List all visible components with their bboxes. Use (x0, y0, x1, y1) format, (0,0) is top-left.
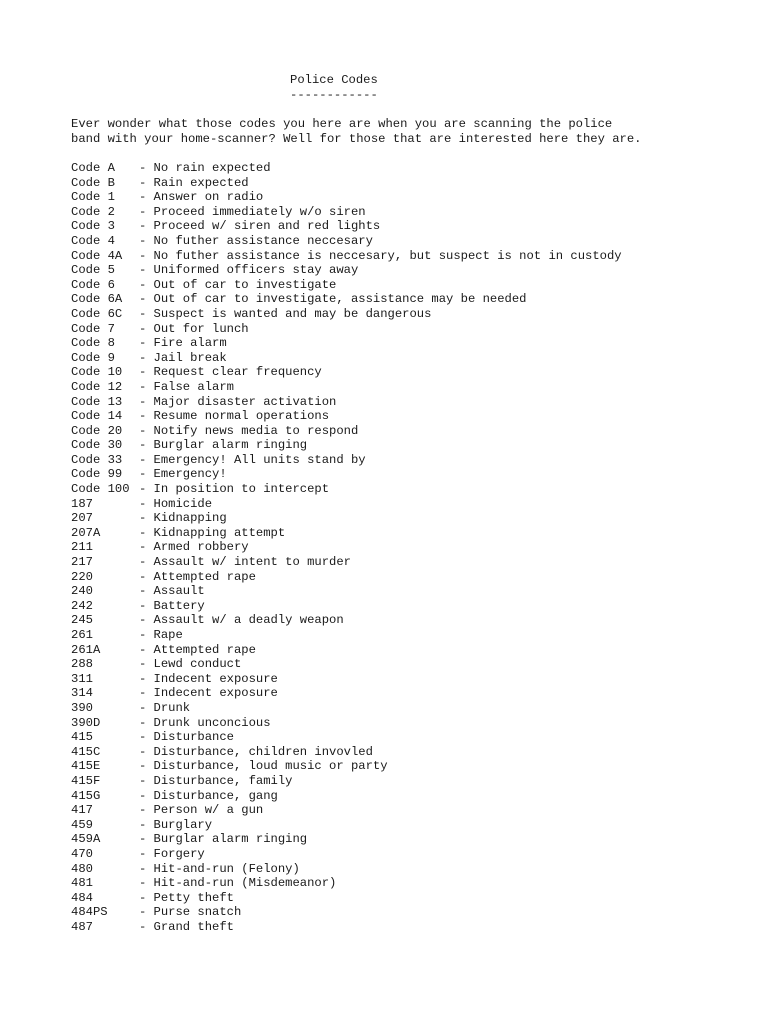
code-separator: - (139, 715, 147, 730)
code-row (71, 730, 622, 745)
code-separator: - (139, 919, 147, 934)
code-row (71, 395, 622, 410)
code-key: Code 1 (71, 190, 115, 205)
code-key: Code B (71, 175, 115, 190)
code-meaning: Indecent exposure (153, 671, 278, 686)
code-meaning: Out for lunch (153, 321, 249, 336)
code-separator: - (139, 350, 147, 365)
code-row (71, 672, 622, 687)
title-block (290, 73, 378, 102)
code-row (71, 497, 622, 512)
code-key: 487 (71, 919, 93, 934)
code-separator: - (139, 584, 147, 599)
code-meaning: Assault w/ a deadly weapon (153, 613, 344, 628)
code-meaning: Fire alarm (153, 336, 227, 351)
code-separator: - (139, 803, 147, 818)
code-meaning: Out of car to investigate (153, 277, 337, 292)
code-row (71, 862, 622, 877)
code-separator: - (139, 467, 147, 482)
code-key: 187 (71, 496, 93, 511)
code-separator: - (139, 657, 147, 672)
code-separator: - (139, 686, 147, 701)
code-key: Code 99 (71, 467, 123, 482)
intro-line: Ever wonder what those codes you here are when you are scanning the police (71, 117, 613, 131)
code-separator: - (139, 773, 147, 788)
code-separator: - (139, 219, 147, 234)
code-meaning: Suspect is wanted and may be dangerous (153, 306, 432, 321)
code-meaning: Disturbance, loud music or party (153, 759, 388, 774)
code-meaning: Answer on radio (153, 190, 264, 205)
code-row (71, 584, 622, 599)
code-meaning: Drunk unconcious (153, 715, 271, 730)
code-row (71, 351, 622, 366)
code-separator: - (139, 190, 147, 205)
code-key: 459 (71, 817, 93, 832)
code-meaning: Burglar alarm ringing (153, 438, 308, 453)
code-meaning: Hit-and-run (Felony) (153, 861, 300, 876)
code-meaning: No futher assistance neccesary (153, 233, 373, 248)
code-row (71, 920, 622, 935)
code-row (71, 803, 622, 818)
code-key: 261A (71, 642, 101, 657)
code-key: Code 7 (71, 321, 115, 336)
code-meaning: Lewd conduct (153, 657, 242, 672)
code-meaning: Kidnapping attempt (153, 525, 286, 540)
code-key: Code 6C (71, 306, 123, 321)
code-meaning: In position to intercept (153, 482, 330, 497)
code-key: 484 (71, 890, 93, 905)
code-meaning: Hit-and-run (Misdemeanor) (153, 876, 337, 891)
code-separator: - (139, 642, 147, 657)
code-key: 459A (71, 832, 101, 847)
code-key: 480 (71, 861, 93, 876)
code-row (71, 657, 622, 672)
code-key: Code 9 (71, 350, 115, 365)
code-row (71, 278, 622, 293)
code-key: 242 (71, 598, 93, 613)
code-separator: - (139, 423, 147, 438)
code-meaning: Emergency! All units stand by (153, 452, 366, 467)
code-meaning: Assault (153, 584, 205, 599)
code-key: Code 12 (71, 379, 123, 394)
code-key: 390 (71, 700, 93, 715)
code-key: Code A (71, 161, 115, 175)
code-separator: - (139, 540, 147, 555)
code-meaning: Petty theft (153, 890, 234, 905)
code-key: 415C (71, 744, 101, 759)
code-separator: - (139, 555, 147, 570)
code-key: Code 10 (71, 365, 123, 380)
code-separator: - (139, 569, 147, 584)
code-meaning: Assault w/ intent to murder (153, 555, 351, 570)
code-meaning: Emergency! (153, 467, 227, 482)
code-separator: - (139, 306, 147, 321)
code-key: 261 (71, 628, 93, 642)
code-meaning: Purse snatch (153, 905, 242, 920)
code-key: 220 (71, 569, 93, 584)
code-key: Code 6 (71, 277, 115, 292)
code-separator: - (139, 525, 147, 540)
code-key: 415 (71, 730, 93, 745)
code-row (71, 555, 622, 570)
code-separator: - (139, 759, 147, 774)
code-key: Code 13 (71, 394, 123, 409)
code-key: 217 (71, 555, 93, 570)
code-row (71, 511, 622, 526)
code-row (71, 365, 622, 380)
code-meaning: Jail break (153, 350, 227, 365)
code-meaning: Kidnapping (153, 511, 227, 526)
code-meaning: Burglar alarm ringing (153, 832, 308, 847)
code-row (71, 891, 622, 906)
code-separator: - (139, 832, 147, 847)
code-meaning: Disturbance (153, 730, 234, 745)
code-row (71, 409, 622, 424)
code-meaning: Major disaster activation (153, 394, 337, 409)
code-separator: - (139, 292, 147, 307)
code-row (71, 322, 622, 337)
code-row (71, 570, 622, 585)
code-separator: - (139, 671, 147, 686)
code-meaning: Notify news media to respond (153, 423, 359, 438)
code-row (71, 701, 622, 716)
code-separator: - (139, 263, 147, 278)
code-meaning: Proceed immediately w/o siren (153, 204, 366, 219)
code-row (71, 745, 622, 760)
code-meaning: Request clear frequency (153, 365, 322, 380)
code-key: Code 4A (71, 248, 123, 263)
code-separator: - (139, 496, 147, 511)
code-row (71, 161, 622, 176)
code-meaning: Disturbance, children invovled (153, 744, 373, 759)
code-separator: - (139, 700, 147, 715)
code-separator: - (139, 511, 147, 526)
code-key: Code 30 (71, 438, 123, 453)
code-row (71, 905, 622, 920)
code-row (71, 759, 622, 774)
code-row (71, 205, 622, 220)
code-separator: - (139, 379, 147, 394)
code-separator: - (139, 409, 147, 424)
code-meaning: Grand theft (153, 919, 234, 934)
page-title: Police Codes (290, 73, 378, 87)
code-row (71, 526, 622, 541)
code-row (71, 424, 622, 439)
code-separator: - (139, 161, 147, 175)
code-separator: - (139, 233, 147, 248)
code-separator: - (139, 861, 147, 876)
code-key: 415E (71, 759, 101, 774)
code-separator: - (139, 890, 147, 905)
code-meaning: Out of car to investigate, assistance may be needed (153, 292, 527, 307)
code-row (71, 176, 622, 191)
code-separator: - (139, 628, 147, 642)
code-meaning: Resume normal operations (153, 409, 330, 424)
code-separator: - (139, 876, 147, 891)
code-meaning: Person w/ a gun (153, 803, 264, 818)
code-key: 484PS (71, 905, 108, 920)
code-separator: - (139, 905, 147, 920)
code-separator: - (139, 598, 147, 613)
code-row (71, 438, 622, 453)
code-list (71, 161, 622, 934)
code-row (71, 789, 622, 804)
code-meaning: False alarm (153, 379, 234, 394)
code-row (71, 336, 622, 351)
code-meaning: Indecent exposure (153, 686, 278, 701)
code-meaning: Rape (153, 628, 183, 642)
code-row (71, 380, 622, 395)
code-key: 481 (71, 876, 93, 891)
code-meaning: Rain expected (153, 175, 249, 190)
code-key: Code 20 (71, 423, 123, 438)
code-key: Code 3 (71, 219, 115, 234)
code-row (71, 190, 622, 205)
code-row (71, 307, 622, 322)
code-key: Code 8 (71, 336, 115, 351)
code-key: 288 (71, 657, 93, 672)
code-separator: - (139, 817, 147, 832)
code-key: 211 (71, 540, 93, 555)
code-row (71, 774, 622, 789)
code-key: 415F (71, 773, 101, 788)
code-meaning: No rain expected (153, 161, 271, 175)
code-row (71, 876, 622, 891)
code-key: 207A (71, 525, 101, 540)
code-separator: - (139, 248, 147, 263)
code-row (71, 482, 622, 497)
code-key: Code 6A (71, 292, 123, 307)
code-meaning: Disturbance, family (153, 773, 293, 788)
code-meaning: Disturbance, gang (153, 788, 278, 803)
code-row (71, 540, 622, 555)
code-row (71, 613, 622, 628)
code-separator: - (139, 394, 147, 409)
code-row (71, 818, 622, 833)
code-meaning: Forgery (153, 846, 205, 861)
code-key: 314 (71, 686, 93, 701)
code-row (71, 249, 622, 264)
code-key: Code 33 (71, 452, 123, 467)
code-meaning: Battery (153, 598, 205, 613)
code-row (71, 234, 622, 249)
code-separator: - (139, 438, 147, 453)
code-separator: - (139, 175, 147, 190)
code-row (71, 263, 622, 278)
code-meaning: Attempted rape (153, 642, 256, 657)
code-separator: - (139, 365, 147, 380)
code-key: Code 4 (71, 233, 115, 248)
code-key: 240 (71, 584, 93, 599)
code-meaning: No futher assistance is neccesary, but suspect is not in custody (153, 248, 622, 263)
code-separator: - (139, 277, 147, 292)
code-row (71, 628, 622, 643)
code-row (71, 847, 622, 862)
code-row (71, 599, 622, 614)
code-key: Code 100 (71, 482, 130, 497)
code-row (71, 453, 622, 468)
code-key: Code 5 (71, 263, 115, 278)
code-separator: - (139, 788, 147, 803)
code-meaning: Burglary (153, 817, 213, 832)
code-key: 311 (71, 671, 93, 686)
code-meaning: Attempted rape (153, 569, 256, 584)
code-key: 245 (71, 613, 93, 628)
title-underline: ------------ (290, 87, 378, 102)
code-key: 415G (71, 788, 101, 803)
code-row (71, 467, 622, 482)
intro-paragraph (71, 117, 641, 146)
code-key: 417 (71, 803, 93, 818)
code-key: Code 2 (71, 204, 115, 219)
code-key: 207 (71, 511, 93, 526)
code-meaning: Homicide (153, 496, 213, 511)
code-key: 390D (71, 715, 101, 730)
intro-line: band with your home-scanner? Well for those that are interested here they are. (71, 131, 642, 146)
code-separator: - (139, 730, 147, 745)
code-row (71, 686, 622, 701)
code-separator: - (139, 452, 147, 467)
code-key: Code 14 (71, 409, 123, 424)
code-meaning: Uniformed officers stay away (153, 263, 359, 278)
code-separator: - (139, 321, 147, 336)
code-row (71, 219, 622, 234)
code-key: 470 (71, 846, 93, 861)
code-meaning: Drunk (153, 700, 191, 715)
code-row (71, 716, 622, 731)
code-row (71, 643, 622, 658)
code-row (71, 292, 622, 307)
code-separator: - (139, 336, 147, 351)
code-meaning: Armed robbery (153, 540, 249, 555)
code-separator: - (139, 204, 147, 219)
code-separator: - (139, 744, 147, 759)
code-separator: - (139, 846, 147, 861)
code-meaning: Proceed w/ siren and red lights (153, 219, 381, 234)
code-separator: - (139, 482, 147, 497)
code-row (71, 832, 622, 847)
code-separator: - (139, 613, 147, 628)
